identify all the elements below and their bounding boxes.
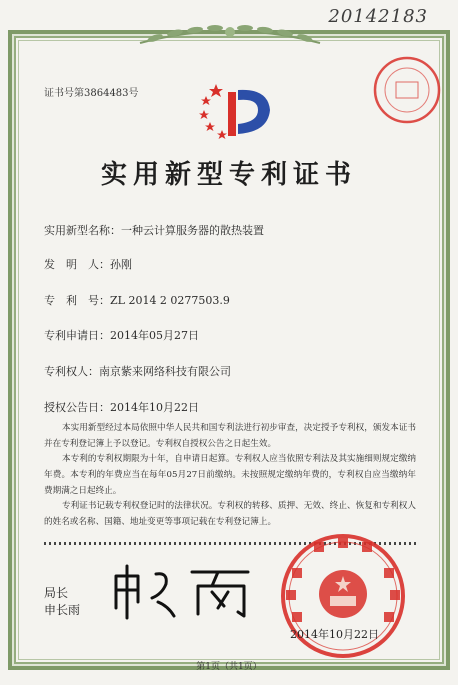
filing-date-field bbox=[44, 327, 199, 343]
filing-date-label: 专利申请日： bbox=[44, 329, 110, 342]
handwritten-archive-number: 20142183 bbox=[328, 6, 428, 27]
director-title: 局长 bbox=[44, 586, 69, 600]
inventor-label: 发 明 人： bbox=[44, 258, 110, 271]
seal-date: 2014年10月22日 bbox=[290, 628, 379, 641]
inventor-value: 孙刚 bbox=[110, 258, 132, 271]
notice-paragraph-3: 专利证书记载专利权登记时的法律状况。专利权的转移、质押、无效、终止、恢复和专利权人的姓名或名称、国籍、地址变更等事项记载在专利登记簿上。 bbox=[44, 501, 416, 527]
patent-office-logo-icon bbox=[198, 78, 284, 140]
filing-date-value: 2014年05月27日 bbox=[110, 329, 199, 342]
patent-number-label: 专 利 号： bbox=[44, 294, 110, 307]
patent-number-field bbox=[44, 292, 230, 308]
patentee-field bbox=[44, 363, 231, 379]
notice-paragraph-1: 本实用新型经过本局依照中华人民共和国专利法进行初步审查，决定授予专利权，颁发本证书并在专利登记簿上予以登记。专利权自授权公告之日起生效。 bbox=[44, 423, 416, 449]
director-name: 申长雨 bbox=[44, 603, 81, 617]
utility-model-name-field bbox=[44, 222, 264, 238]
certificate-number: 证书号第3864483号 bbox=[44, 88, 139, 99]
patent-number-value: ZL 2014 2 0277503.9 bbox=[110, 294, 230, 307]
patentee-value: 南京紫来网络科技有限公司 bbox=[99, 365, 231, 378]
grant-date-label: 授权公告日： bbox=[44, 401, 110, 414]
grant-date-value: 2014年10月22日 bbox=[110, 401, 199, 414]
inventor-field bbox=[44, 256, 132, 272]
grant-date-field bbox=[44, 399, 199, 415]
archive-seal-stamp bbox=[372, 52, 442, 128]
page-footer: 第1页（共1页） bbox=[196, 662, 262, 672]
patentee-label: 专利权人： bbox=[44, 365, 99, 378]
utility-model-name-value: 一种云计算服务器的散热装置 bbox=[121, 224, 264, 237]
certificate-title: 实用新型专利证书 bbox=[100, 160, 357, 190]
notice-paragraph-2: 本专利的专利权期限为十年，自申请日起算。专利权人应当依照专利法及其实施细则规定缴纳年费。本专利的年费应当在每年05月27日前缴纳。未按照规定缴纳年费的，专利权自应当缴纳年费期满之日起终止。 bbox=[44, 454, 416, 496]
laurel-garland-ornament bbox=[135, 23, 325, 51]
utility-model-name-label: 实用新型名称： bbox=[44, 224, 121, 237]
director-handwritten-signature bbox=[108, 562, 258, 622]
